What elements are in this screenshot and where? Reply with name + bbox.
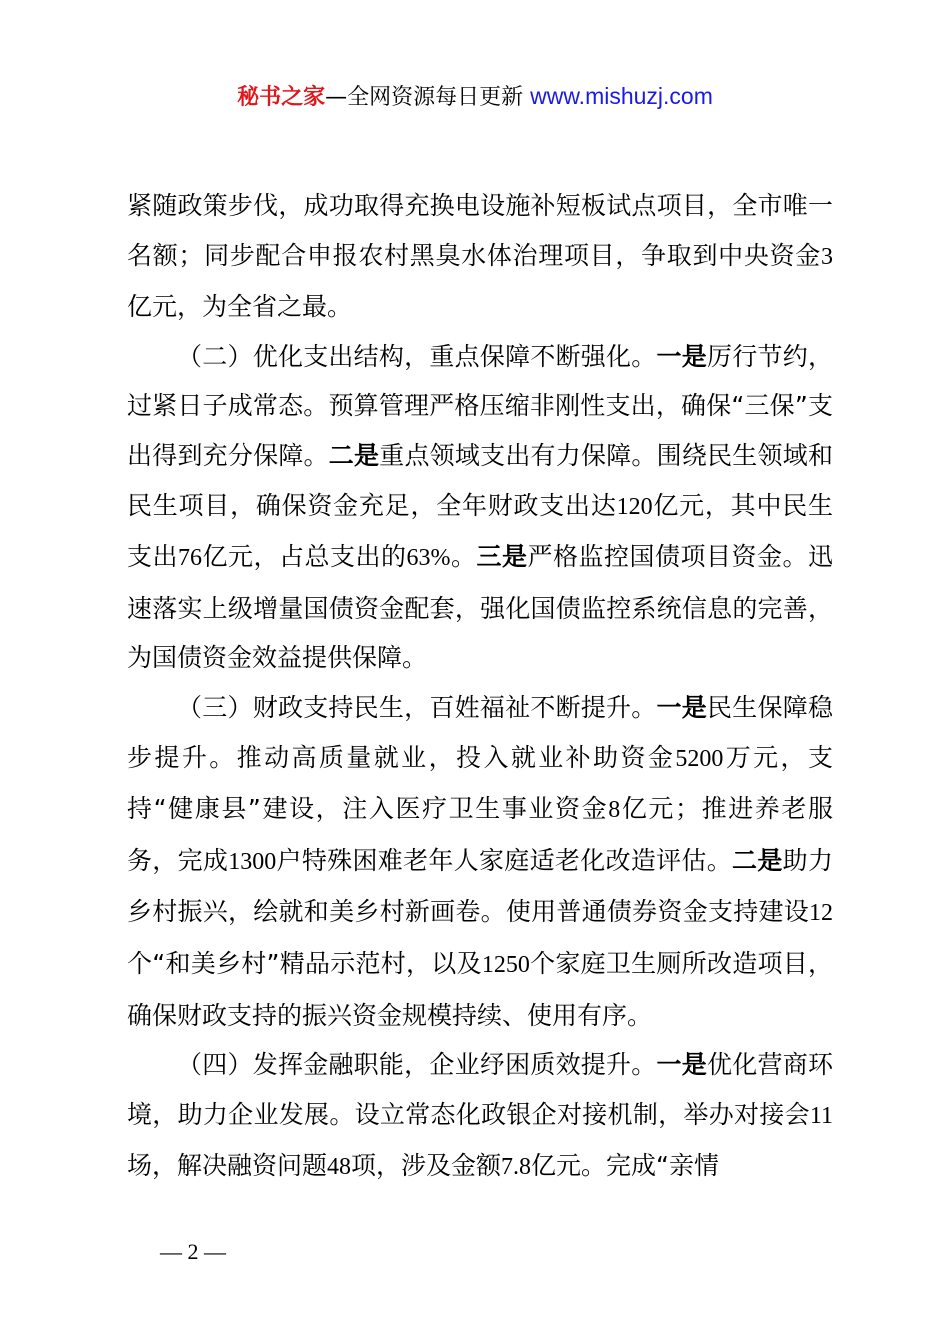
text-run: 紧随政策步伐，成功取得充换电设施补短板试点项目，全市唯一名额；同步配合申报农村黑臭水体治理项目，争取到中央资金 xyxy=(127,191,833,270)
body-paragraph xyxy=(127,332,833,683)
figure-value: 12 xyxy=(809,900,833,927)
emphasis-label: 二是 xyxy=(732,845,783,875)
emphasis-label: 一是 xyxy=(656,1050,708,1080)
body-paragraph xyxy=(127,1040,833,1193)
figure-value: 7.8 xyxy=(501,1154,532,1181)
text-run: 场，解决融资问题 xyxy=(127,1151,328,1181)
emphasis-label: 一是 xyxy=(656,692,708,722)
header-tagline: —全网资源每日更新 xyxy=(325,85,531,110)
text-run: 助力乡村振兴，绘就和美乡村新画卷。使用普通债券资金支持建设 xyxy=(127,845,833,927)
text-run: 个“和美乡村”精品示范村，以及 xyxy=(127,948,482,978)
brand-name: 秘书之家 xyxy=(237,85,326,110)
text-run: 万元，支持“健康县”建设，注入医疗卫生事业资金 xyxy=(127,742,833,824)
emphasis-label: 二是 xyxy=(328,440,380,470)
text-run: （四）发挥金融职能，企业纾困质效提升。 xyxy=(177,1050,657,1080)
text-run: 优化营商环境，助力企业发展。设立常态化政银企对接机制，举办对接会 xyxy=(127,1050,833,1129)
figure-value: 48 xyxy=(327,1154,352,1181)
text-run: 亿元，为全省之最。 xyxy=(127,292,353,322)
figure-value: 11 xyxy=(809,1102,833,1129)
figure-value: 1250 xyxy=(481,951,530,978)
body-paragraph xyxy=(127,683,833,1040)
figure-value: 8 xyxy=(608,797,621,824)
page-number: — 2 — xyxy=(160,1239,226,1264)
figure-value: 3 xyxy=(821,243,833,270)
text-run: 亿元。完成“亲情 xyxy=(531,1151,719,1181)
site-header xyxy=(0,80,950,114)
text-run: 厉行节约，过紧日子成常态。预算管理严格压缩非刚性支出，确保“三保”支出得到充分保障。 xyxy=(127,341,833,470)
text-run: 民生保障稳步提升。推动高质量就业，投入就业补助资金 xyxy=(127,692,833,772)
emphasis-label: 三是 xyxy=(476,542,528,572)
text-run: 亿元，占总支出的 xyxy=(202,542,407,572)
body-paragraph xyxy=(127,181,833,332)
text-run: 个家庭卫生厕所改造项目，确保财政支持的振兴资金规模持续、使用有序。 xyxy=(127,948,833,1030)
site-url-link[interactable]: www.mishuzj.com xyxy=(530,83,713,109)
figure-value: 1300 xyxy=(228,848,277,875)
figure-value: 76 xyxy=(178,545,202,572)
document-body xyxy=(127,181,833,1193)
text-run: （二）优化支出结构，重点保障不断强化。 xyxy=(177,341,657,371)
figure-value: 120 xyxy=(616,493,653,520)
emphasis-label: 一是 xyxy=(656,341,708,371)
figure-value: 5200 xyxy=(675,745,724,772)
text-run: 。 xyxy=(450,542,477,572)
text-run: 亿元；推进养老服务，完成 xyxy=(127,794,833,875)
figure-value: 63% xyxy=(406,545,451,572)
text-run: （三）财政支持民生，百姓福祉不断提升。 xyxy=(177,692,657,722)
text-run: 户特殊困难老年人家庭适老化改造评估。 xyxy=(276,845,733,875)
text-run: 严格监控国债项目资金。迅速落实上级增量国债资金配套，强化国债监控系统信息的完善，为国债资金效益提供保障。 xyxy=(127,542,833,673)
text-run: 项，涉及金额 xyxy=(351,1151,502,1181)
text-run: 亿元，其中民生支出 xyxy=(127,490,833,572)
text-run: 重点领域支出有力保障。围绕民生领域和民生项目，确保资金充足，全年财政支出达 xyxy=(127,440,833,520)
